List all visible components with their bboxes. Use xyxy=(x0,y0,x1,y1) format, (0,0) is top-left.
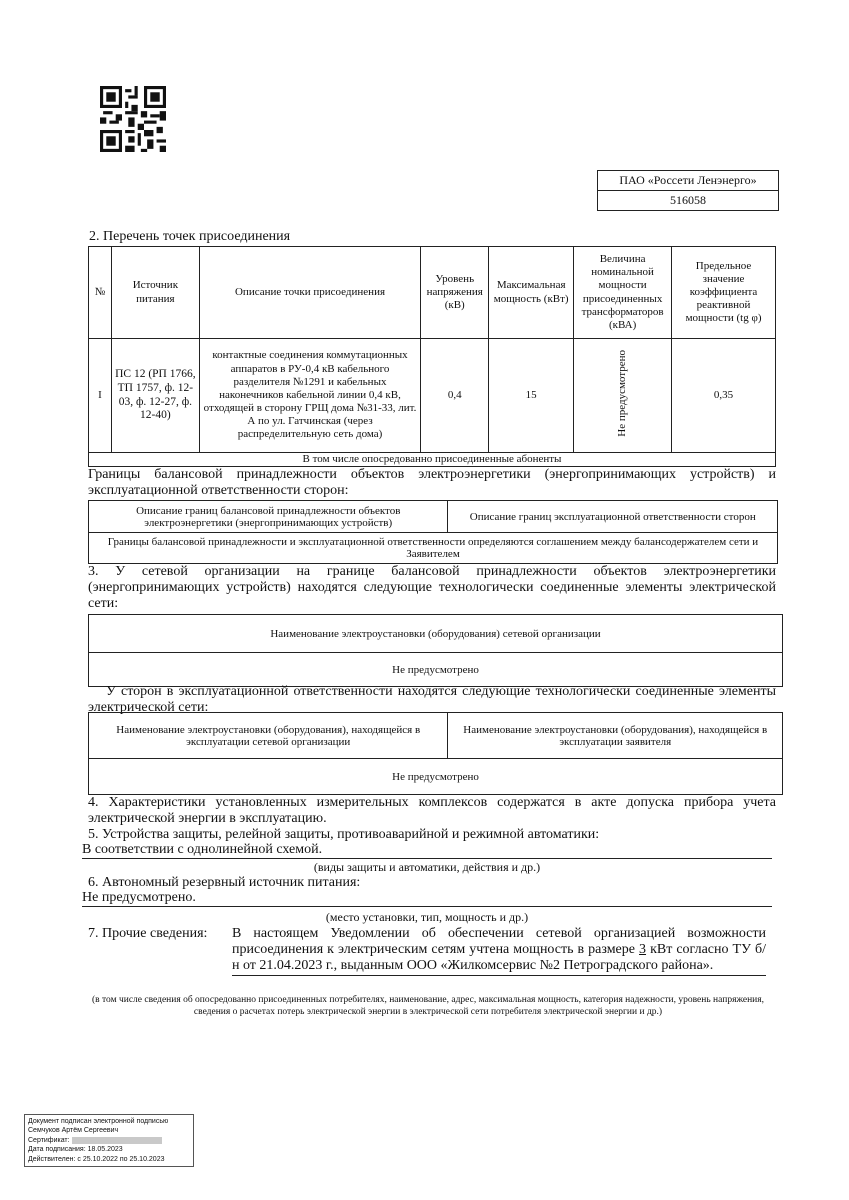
section7-power: 3 xyxy=(639,942,647,958)
sig-line4: Дата подписания: 18.05.2023 xyxy=(28,1146,123,1154)
doc-number: 516058 xyxy=(598,190,778,210)
row-num: I xyxy=(89,339,112,453)
section2-title: 2. Перечень точек присоединения xyxy=(89,229,291,244)
sig-line1: Документ подписан электронной подписью xyxy=(28,1118,169,1125)
indirect-subscribers-row: В том числе опосредованно присоединенные абоненты xyxy=(89,453,776,467)
sig-line5: Действителен: с 25.10.2022 по 25.10.2023 xyxy=(28,1155,165,1163)
section5-title: 5. Устройства защиты, релейной защиты, противоаварийной и режимной автоматики: xyxy=(88,827,600,842)
company-name: ПАО «Россети Ленэнерго» xyxy=(619,173,757,187)
network-equipment-table xyxy=(88,614,783,687)
col-voltage: Уровень напряжения (кВ) xyxy=(421,247,489,339)
sig-line2: Семчуков Артём Сергеевич xyxy=(28,1127,119,1135)
row-tg-phi: 0,35 xyxy=(672,339,776,453)
row-transformer-power xyxy=(574,339,672,453)
row-description: контактные соединения коммутационных аппаратов в РУ-0,4 кВ кабельного разделителя №1291 и кабельных наконечников кабельной линии 0,4 кВ, отходящей в сторону ГРЩ дома №31-33, лит. А по ул. Гатчинская (через распределительную сеть дома) xyxy=(199,339,420,453)
section6-value: Не предусмотрено. xyxy=(82,890,196,905)
e-signature-stamp xyxy=(24,1114,194,1167)
section3-text2: У сторон в эксплуатационной ответственности находятся следующие технологически соединенные элементы электрической сети: xyxy=(88,684,776,716)
connection-points-table xyxy=(88,246,776,467)
section7-note: (в том числе сведения об опосредованно присоединенных потребителях, наименование, адрес, максимальная мощность, категория надежности, уровень напряжения, сведения о расчетах потерь электрической энергии в электрической сети потребителя электрической энергии и др.) xyxy=(91,995,765,1018)
section7-text-after: кВт согласно ТУ б/н от 21.04.2023 г., выданным ООО «Жилкомсервис №2 Петроградского района». xyxy=(232,942,767,974)
company-box xyxy=(597,170,779,211)
section5-value: В соответствии с однолинейной схемой. xyxy=(82,842,323,857)
col-num: № xyxy=(89,247,112,339)
network-equipment-value: Не предусмотрено xyxy=(89,653,783,687)
op-resp-col1: Наименование электроустановки (оборудования), находящейся в эксплуатации сетевой организации xyxy=(89,713,448,759)
sig-line3: Сертификат: xyxy=(28,1136,70,1144)
section7-label: 7. Прочие сведения: xyxy=(88,926,208,941)
row-transformer-power-text: Не предусмотрено xyxy=(616,350,629,437)
col-max-power: Максимальная мощность (кВт) xyxy=(489,247,574,339)
balance-note: Границы балансовой принадлежности и эксплуатационной ответственности определяются соглашением между балансодержателем сети и Заявителем xyxy=(89,533,778,564)
balance-col1: Описание границ балансовой принадлежности объектов электроэнергетики (энергопринимающих устройств) xyxy=(89,501,448,533)
row-max-power: 15 xyxy=(489,339,574,453)
col-description: Описание точки присоединения xyxy=(199,247,420,339)
op-resp-value: Не предусмотрено xyxy=(89,759,783,795)
section5-caption: (виды защиты и автоматики, действия и др.) xyxy=(313,860,541,874)
section4-text: 4. Характеристики установленных измерительных комплексов содержатся в акте допуска прибора учета электрической энергии в эксплуатацию. xyxy=(88,795,776,827)
balance-col2: Описание границ эксплуатационной ответственности сторон xyxy=(448,501,778,533)
section7-text xyxy=(232,926,766,976)
operational-responsibility-table xyxy=(88,712,783,795)
section6-value-line xyxy=(82,890,772,907)
network-equipment-header: Наименование электроустановки (оборудования) сетевой организации xyxy=(89,615,783,653)
balance-table xyxy=(88,500,778,564)
row-source: ПС 12 (РП 1766, ТП 1757, ф. 12-03, ф. 12-27, ф. 12-40) xyxy=(111,339,199,453)
col-transformer-power: Величина номинальной мощности присоединенных трансформаторов (кВА) xyxy=(574,247,672,339)
section6-caption: (место установки, тип, мощность и др.) xyxy=(325,910,529,924)
row-voltage: 0,4 xyxy=(421,339,489,453)
col-source: Источник питания xyxy=(111,247,199,339)
qr-code xyxy=(100,86,166,152)
section7-text-before: В настоящем Уведомлении об обеспечении сетевой организацией возможности присоединения к электрическим сетям учтена мощность в размере xyxy=(232,926,766,958)
op-resp-col2: Наименование электроустановки (оборудования), находящейся в эксплуатации заявителя xyxy=(448,713,783,759)
redacted-certificate xyxy=(72,1137,162,1144)
col-tg-phi: Предельное значение коэффициента реактивной мощности (tg φ) xyxy=(672,247,776,339)
section6-title: 6. Автономный резервный источник питания: xyxy=(88,875,361,890)
balance-heading: Границы балансовой принадлежности объектов электроэнергетики (энергопринимающих устройств) и эксплуатационной ответственности сторон: xyxy=(88,467,776,499)
section3-text: 3. У сетевой организации на границе балансовой принадлежности объектов электроэнергетики (энергопринимающих устройств) находятся следующие технологически соединенные элементы электрической сети: xyxy=(88,564,776,612)
section5-value-line xyxy=(82,842,772,859)
sig-line3-row xyxy=(28,1136,190,1145)
